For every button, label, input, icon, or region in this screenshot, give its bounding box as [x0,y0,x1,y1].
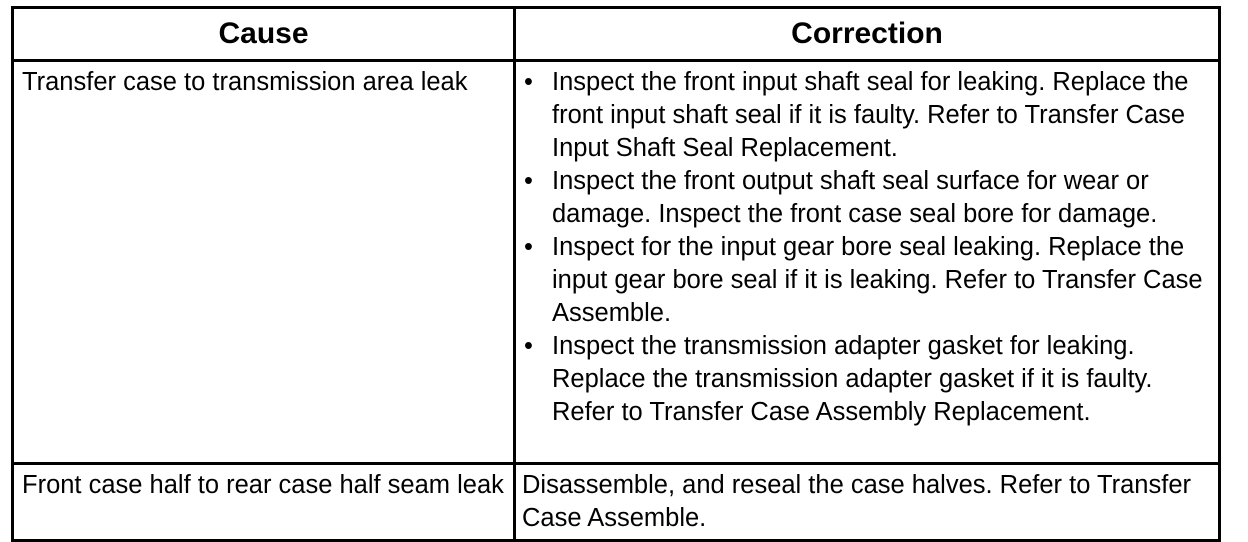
table-row [13,464,1220,541]
list-item [522,231,1214,330]
list-item [522,66,1214,165]
list-item [522,330,1214,429]
diagnostic-table [11,6,1221,542]
table-row [13,61,1220,464]
correction-text: Disassemble, and reseal the case halves. Refer to Transfer Case Assemble. [522,471,1191,532]
bullet-icon: • [524,167,533,195]
correction-step: Inspect for the input gear bore seal leaking. Replace the input gear bore seal if it is leaking. Refer to Transfer Case Assemble. [552,233,1203,327]
correction-step: Inspect the transmission adapter gasket for leaking. Replace the transmission adapter gasket if it is faulty. Refer to Transfer Case Assembly Replacement. [552,332,1153,426]
cause-cell: Transfer case to transmission area leak [13,61,515,464]
correction-cell [515,61,1220,464]
table-header-row [13,8,1220,61]
cause-cell: Front case half to rear case half seam leak [13,464,515,541]
correction-step: Inspect the front input shaft seal for leaking. Replace the front input shaft seal if it is faulty. Refer to Transfer Case Input Shaft Seal Replacement. [552,68,1189,162]
correction-list [522,66,1214,429]
header-correction: Correction [515,8,1220,61]
list-item [522,165,1214,231]
correction-step: Inspect the front output shaft seal surface for wear or damage. Inspect the front case seal bore for damage. [552,167,1158,228]
correction-cell [515,464,1220,541]
bullet-icon: • [524,68,533,96]
header-cause: Cause [13,8,515,61]
bullet-icon: • [524,233,533,261]
bullet-icon: • [524,332,533,360]
